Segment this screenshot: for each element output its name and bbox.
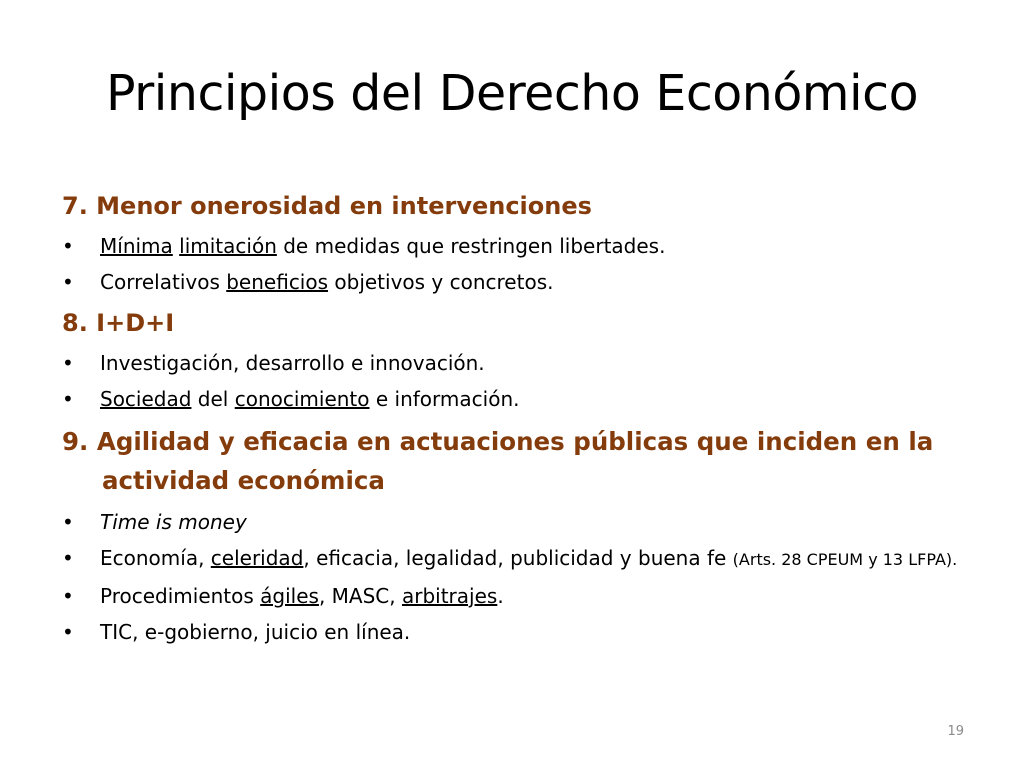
section-9-list (62, 509, 962, 645)
underlined-term: celeridad (210, 546, 304, 570)
bullet-icon: • (62, 270, 74, 294)
underlined-term: Sociedad (100, 387, 192, 411)
bullet-icon: • (62, 546, 74, 570)
underlined-term: arbitrajes (401, 584, 498, 608)
underlined-term: ágiles (260, 584, 319, 608)
text-span: TIC, e-gobierno, juicio en línea. (100, 620, 411, 644)
text-span: Procedimientos (100, 584, 261, 608)
text-span: . (497, 584, 504, 608)
text-span: del (191, 387, 235, 411)
italic-text: Time is money (100, 510, 247, 534)
bullet-icon: • (62, 620, 74, 644)
text-span: , MASC, (318, 584, 402, 608)
list-item (62, 269, 962, 295)
text-span: , eficacia, legalidad, publicidad y buena fe (303, 546, 733, 570)
list-item (62, 545, 962, 573)
bullet-icon: • (62, 387, 74, 411)
legal-reference: (Arts. 28 CPEUM y 13 LFPA). (732, 550, 958, 569)
bullet-icon: • (62, 584, 74, 608)
underlined-term: Mínima (100, 234, 173, 258)
text-span: de medidas que restringen libertades. (276, 234, 666, 258)
bullet-icon: • (62, 351, 74, 375)
section-heading-7: 7. Menor onerosidad en intervenciones (62, 192, 592, 220)
slide-content (62, 186, 962, 655)
bullet-icon: • (62, 234, 74, 258)
section-7-list (62, 233, 962, 295)
text-span: e información. (369, 387, 520, 411)
text-span: Correlativos (100, 270, 227, 294)
list-item (62, 583, 962, 609)
text-span: objetivos y concretos. (328, 270, 554, 294)
page-number: 19 (947, 724, 964, 739)
list-item (62, 619, 962, 645)
bullet-icon: • (62, 510, 74, 534)
slide-title: Principios del Derecho Económico (105, 65, 919, 122)
text-span: Investigación, desarrollo e innovación. (100, 351, 485, 375)
section-heading-8: 8. I+D+I (62, 309, 175, 337)
list-item (62, 233, 962, 259)
section-8-list (62, 350, 962, 412)
underlined-term: limitación (179, 234, 277, 258)
underlined-term: beneficios (226, 270, 329, 294)
list-item (62, 350, 962, 376)
section-heading-9: 9. Agilidad y eficacia en actuaciones públicas que inciden en la actividad económica (62, 427, 934, 495)
underlined-term: conocimiento (234, 387, 370, 411)
text-span: Economía, (100, 546, 211, 570)
list-item (62, 509, 962, 535)
list-item (62, 386, 962, 412)
